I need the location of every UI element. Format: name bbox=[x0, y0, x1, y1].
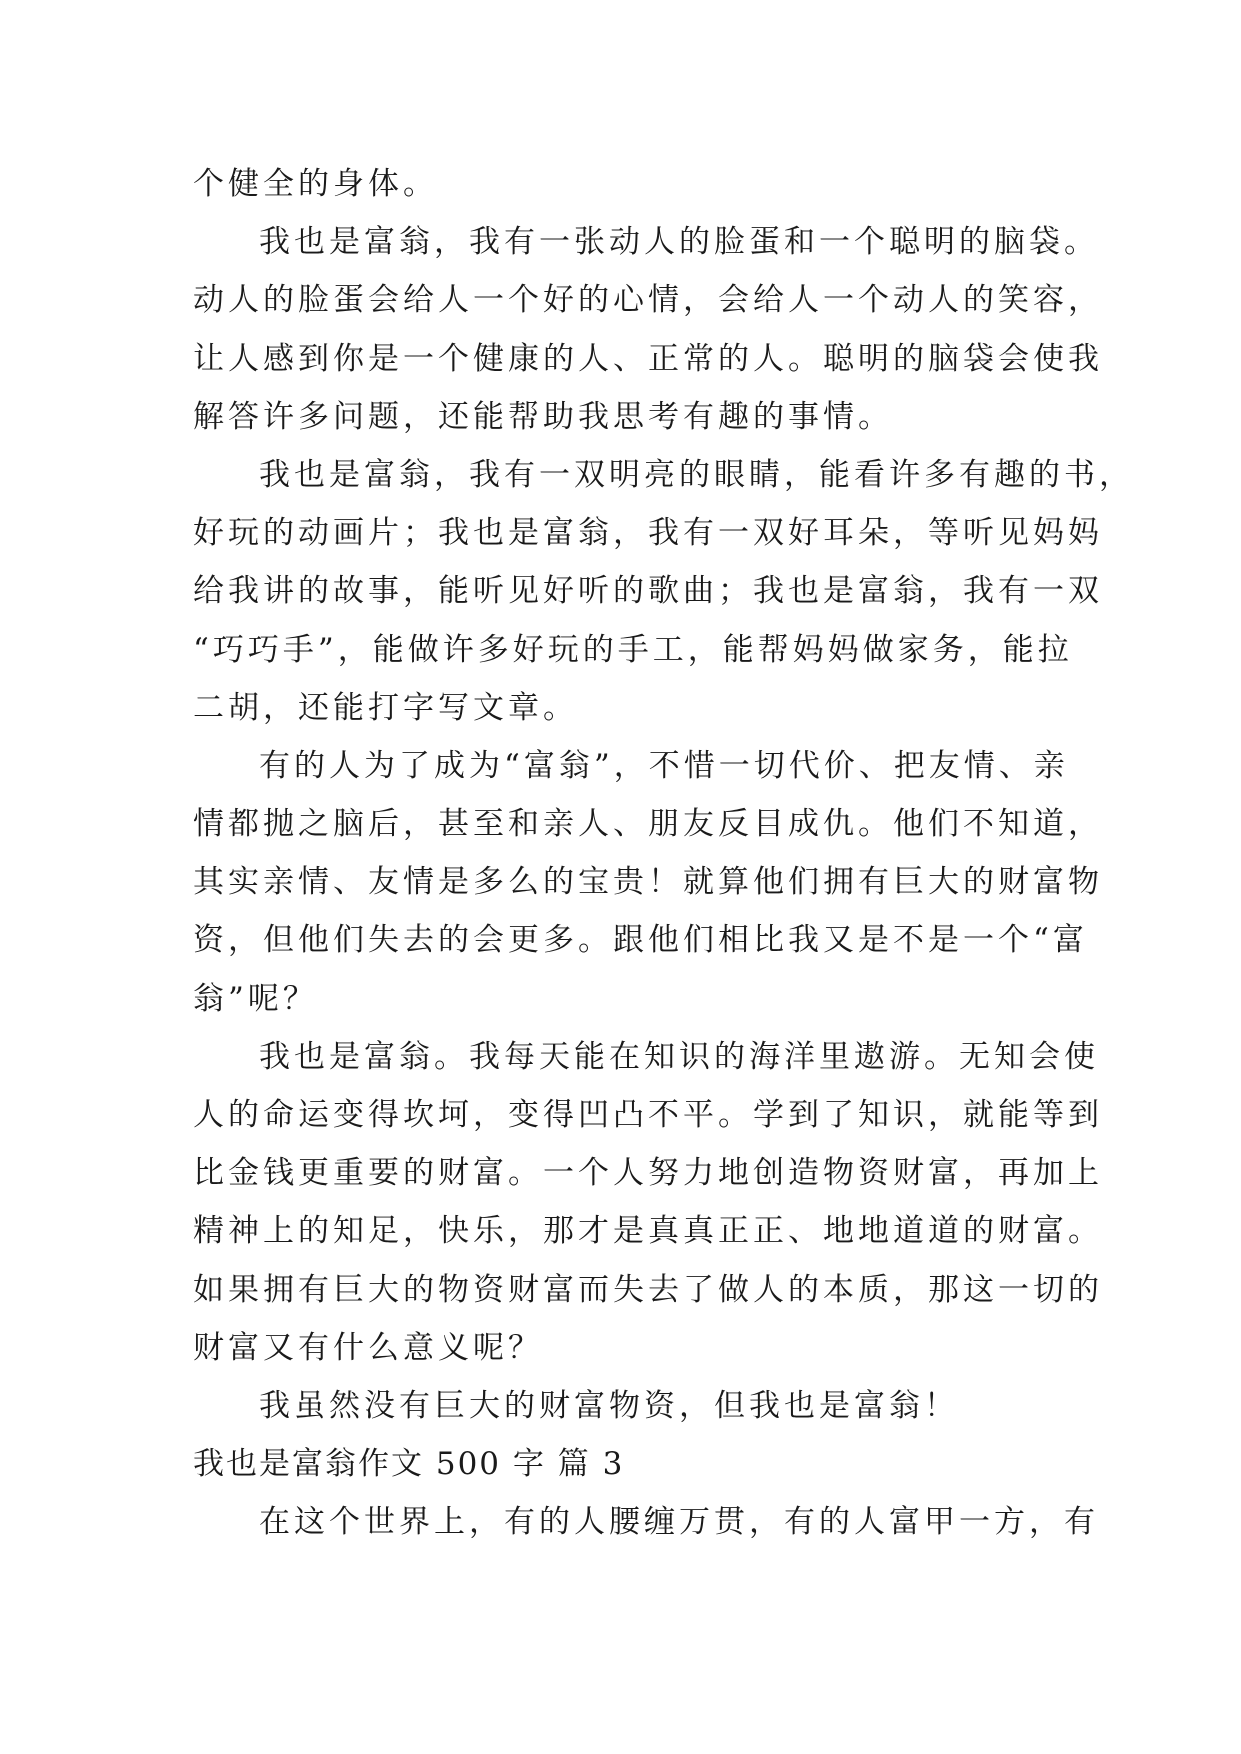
text-line: 比金钱更重要的财富。一个人努力地创造物资财富，再加上 bbox=[193, 1155, 1103, 1192]
text-line: 资，但他们失去的会更多。跟他们相比我又是不是一个“富 bbox=[193, 922, 1088, 959]
text-line: “巧巧手”，能做许多好玩的手工，能帮妈妈做家务，能拉 bbox=[193, 631, 1073, 668]
text-line: 好玩的动画片；我也是富翁，我有一双好耳朵，等听见妈妈 bbox=[193, 515, 1103, 552]
text-line: 人的命运变得坎坷，变得凹凸不平。学到了知识，就能等到 bbox=[193, 1097, 1103, 1133]
paragraph-start-line: 有的人为了成为“富翁”，不惜一切代价、把友情、亲 bbox=[259, 747, 1069, 784]
text-line: 情都抛之脑后，甚至和亲人、朋友反目成仇。他们不知道， bbox=[193, 806, 1103, 843]
text-line: 动人的脸蛋会给人一个好的心情，会给人一个动人的笑容， bbox=[193, 282, 1103, 319]
paragraph-start-line: 我也是富翁。我每天能在知识的海洋里遨游。无知会使 bbox=[259, 1038, 1099, 1075]
text-line: 如果拥有巨大的物资财富而失去了做人的本质，那这一切的 bbox=[193, 1271, 1103, 1308]
text-line: 给我讲的故事，能听见好听的歌曲；我也是富翁，我有一双 bbox=[193, 573, 1103, 610]
text-line: 其实亲情、友情是多么的宝贵！就算他们拥有巨大的财富物 bbox=[193, 864, 1103, 901]
paragraph-start-line: 我也是富翁，我有一张动人的脸蛋和一个聪明的脑袋。 bbox=[259, 224, 1099, 261]
text-line: 精神上的知足，快乐，那才是真真正正、地地道道的财富。 bbox=[193, 1213, 1103, 1250]
text-line: 个健全的身体。 bbox=[193, 166, 438, 202]
document-body bbox=[193, 155, 1134, 1552]
paragraph-start-line: 在这个世界上，有的人腰缠万贯，有的人富甲一方，有 bbox=[259, 1504, 1099, 1541]
text-line: 翁”呢？ bbox=[193, 980, 318, 1017]
text-line: 解答许多问题，还能帮助我思考有趣的事情。 bbox=[193, 398, 893, 435]
text-line: 二胡，还能打字写文章。 bbox=[193, 689, 578, 726]
text-line: 财富又有什么意义呢？ bbox=[193, 1329, 543, 1366]
paragraph-start-line: 我虽然没有巨大的财富物资，但我也是富翁！ bbox=[259, 1387, 959, 1424]
paragraph-start-line: 我也是富翁，我有一双明亮的眼睛，能看许多有趣的书， bbox=[259, 456, 1134, 493]
section-heading: 我也是富翁作文 500 字 篇 3 bbox=[193, 1446, 625, 1483]
text-line: 让人感到你是一个健康的人、正常的人。聪明的脑袋会使我 bbox=[193, 340, 1103, 377]
